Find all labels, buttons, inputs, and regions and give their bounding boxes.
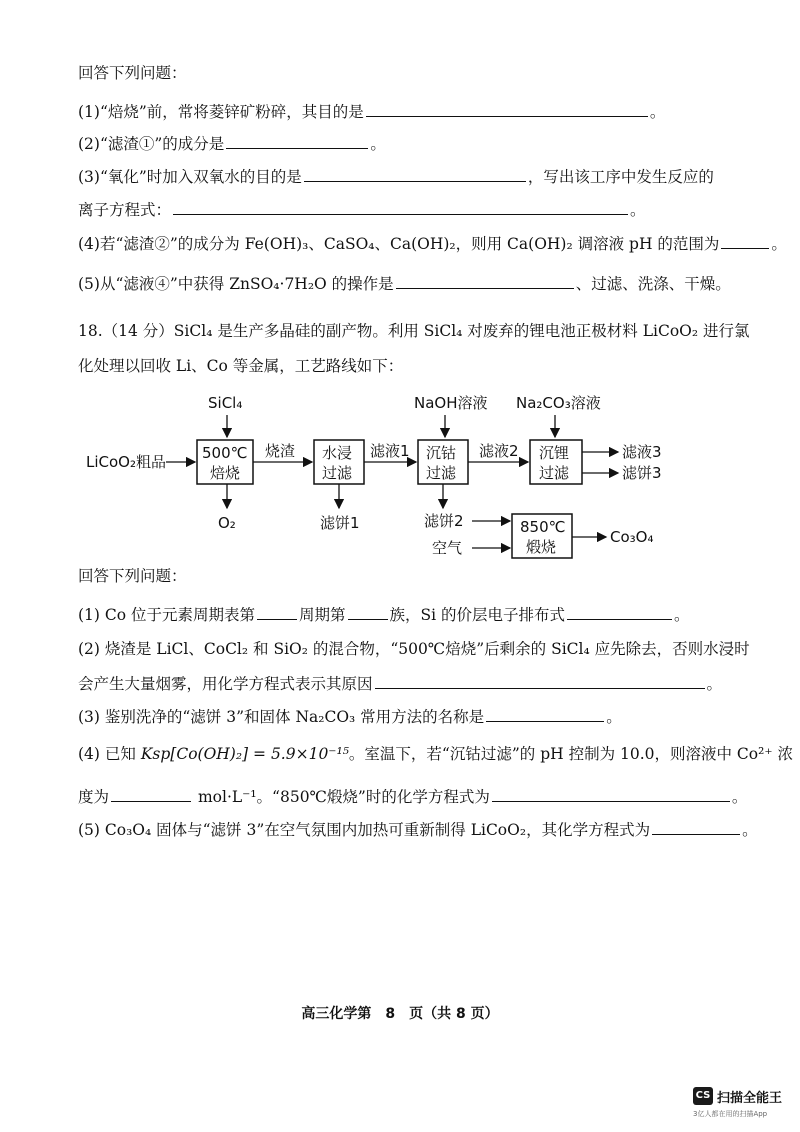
- output-co3o4: Co₃O₄: [610, 528, 654, 546]
- reagent-naoh: NaOH溶液: [414, 394, 488, 412]
- feed-crude: LiCoO₂粗品: [86, 453, 166, 471]
- q18-part4a: (4) 已知 Ksp[Co(OH)₂] = 5.9×10⁻¹⁵。室温下，若“沉钴过滤”的 pH 控制为 10.0，则溶液中 Co²⁺ 浓: [78, 745, 793, 763]
- answer-blank[interactable]: [304, 165, 526, 182]
- output-lvye3: 滤液3: [622, 443, 662, 461]
- q18-intro-line1: 18.（14 分）SiCl₄ 是生产多晶硅的副产物。利用 SiCl₄ 对废弃的锂电池正极材料 LiCoO₂ 进行氯: [78, 322, 750, 340]
- answer-blank[interactable]: [492, 785, 730, 802]
- answer-blank[interactable]: [173, 198, 628, 215]
- q18-part1: (1) Co 位于元素周期表第 周期第 族，Si 的价层电子排布式 。: [78, 603, 690, 626]
- box-co-a: 沉钴: [426, 444, 457, 462]
- page-footer: 高三化学第 8 页（共 8 页）: [301, 1006, 499, 1022]
- answer-blank[interactable]: [396, 272, 574, 289]
- q17-part4: (4)若“滤渣②”的成分为 Fe(OH)₃、CaSO₄、Ca(OH)₂，则用 Ca(OH)₂ 调溶液 pH 的范围为 。: [78, 232, 787, 255]
- q18-intro-line2: 化处理以回收 Li、Co 等金属，工艺路线如下：: [78, 357, 404, 375]
- q17-part3b: 离子方程式： 。: [78, 198, 646, 221]
- box-roast-temp: 500℃: [202, 444, 248, 462]
- q17-heading: 回答下列问题：: [78, 64, 187, 82]
- answer-blank[interactable]: [375, 672, 705, 689]
- label-shaozha: 烧渣: [265, 442, 296, 460]
- q17-part1: (1)“焙烧”前，常将菱锌矿粉碎，其目的是 。: [78, 100, 665, 123]
- q17-part5: (5)从“滤液④”中获得 ZnSO₄·7H₂O 的操作是 、过滤、洗涤、干燥。: [78, 272, 731, 295]
- q18-part2a: (2) 烧渣是 LiCl、CoCl₂ 和 SiO₂ 的混合物，“500℃焙烧”后剩余的 SiCl₄ 应先除去，否则水浸时: [78, 640, 750, 658]
- camscanner-logo-icon: CS: [693, 1087, 713, 1105]
- answer-blank[interactable]: [226, 132, 368, 149]
- output-lvbing3: 滤饼3: [622, 464, 662, 482]
- answer-blank[interactable]: [567, 603, 672, 620]
- q17-part3a: (3)“氧化”时加入双氧水的目的是 ，写出该工序中发生反应的: [78, 165, 714, 188]
- label-lvye1: 滤液1: [370, 442, 410, 460]
- q18-part3: (3) 鉴别洗净的“滤饼 3”和固体 Na₂CO₃ 常用方法的名称是 。: [78, 705, 622, 728]
- label-lvbing2: 滤饼2: [424, 512, 464, 530]
- q18-part2b: 会产生大量烟雾，用化学方程式表示其原因 。: [78, 672, 722, 695]
- output-lvbing1: 滤饼1: [320, 514, 360, 532]
- scanner-watermark: [693, 1087, 793, 1127]
- box-calcine-temp: 850℃: [520, 518, 566, 536]
- box-co-b: 过滤: [426, 464, 457, 482]
- answer-blank[interactable]: [366, 100, 648, 117]
- q17-part2: (2)“滤渣①”的成分是 。: [78, 132, 386, 155]
- box-leach-b: 过滤: [322, 464, 353, 482]
- answer-blank[interactable]: [721, 232, 769, 249]
- box-leach-a: 水浸: [322, 444, 353, 462]
- reagent-na2co3: Na₂CO₃溶液: [516, 394, 601, 412]
- answer-blank[interactable]: [486, 705, 604, 722]
- answer-blank[interactable]: [348, 603, 388, 620]
- q18-heading: 回答下列问题：: [78, 567, 187, 585]
- label-lvye2: 滤液2: [479, 442, 519, 460]
- reagent-sicl4: SiCl₄: [208, 394, 243, 412]
- process-flow-diagram: [0, 380, 800, 570]
- box-li-b: 过滤: [539, 464, 570, 482]
- answer-blank[interactable]: [111, 785, 191, 802]
- answer-blank[interactable]: [257, 603, 297, 620]
- watermark-name: 扫描全能王: [717, 1091, 783, 1106]
- box-li-a: 沉锂: [539, 444, 570, 462]
- label-air: 空气: [432, 539, 463, 557]
- watermark-tagline: 3亿人都在用的扫描App: [693, 1110, 768, 1118]
- q18-part5: (5) Co₃O₄ 固体与“滤饼 3”在空气氛围内加热可重新制得 LiCoO₂，其化学方程式为 。: [78, 818, 758, 841]
- output-o2: O₂: [218, 514, 236, 532]
- box-roast-label: 焙烧: [210, 464, 241, 482]
- answer-blank[interactable]: [652, 818, 740, 835]
- q18-part4b: 度为 mol·L⁻¹。“850℃煅烧”时的化学方程式为 。: [78, 785, 747, 808]
- box-calcine-label: 煅烧: [526, 538, 557, 556]
